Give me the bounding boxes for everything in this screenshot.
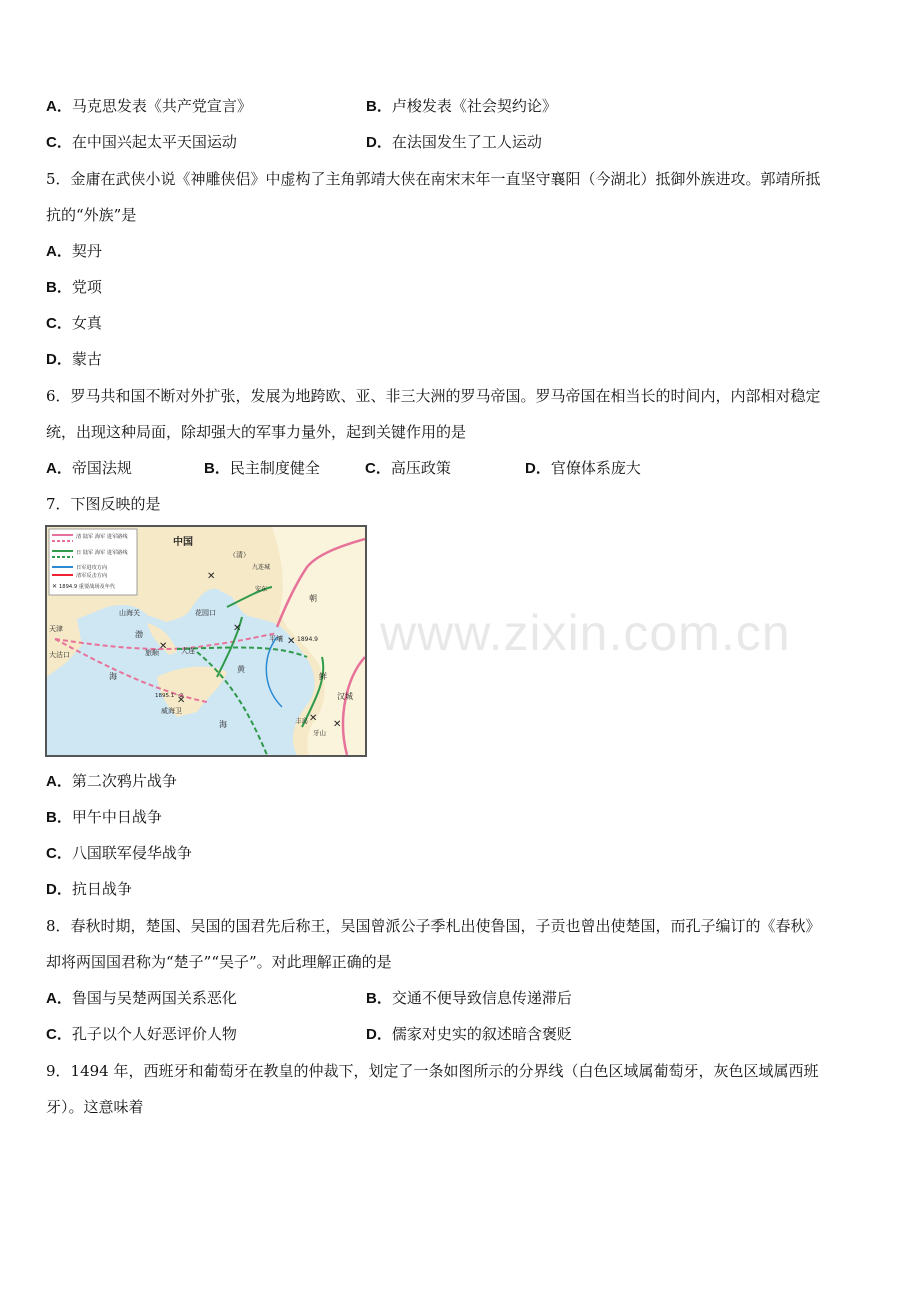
label-hancheng: 汉城 <box>337 692 353 701</box>
q7-option-c[interactable]: C．八国联军侵华战争 <box>46 844 192 862</box>
q5-option-b[interactable]: B．党项 <box>46 278 102 296</box>
q8-stem-line1: 8．春秋时期，楚国、吴国的国君先后称王，吴国曾派公子季札出使鲁国，子贡也曾出使楚国，而孔子编订的《春秋》 <box>46 917 821 935</box>
svg-text:✕: ✕ <box>52 583 58 590</box>
q6-stem-line1: 6．罗马共和国不断对外扩张，发展为地跨欧、亚、非三大洲的罗马帝国。罗马帝国在相当长的时间内，内部相对稳定 <box>46 387 821 405</box>
label-huanghai-1: 黄 <box>237 665 245 674</box>
map-svg <box>47 527 365 755</box>
label-pyongyang: 平壤 <box>269 635 283 643</box>
q9-stem-line2: 牙）。这意味着 <box>46 1098 144 1116</box>
q9-stem-line1: 9．1494 年，西班牙和葡萄牙在教皇的仲裁下，划定了一条如图所示的分界线（白色区域属葡萄牙，灰色区域属西班 <box>46 1062 819 1080</box>
q6-stem-line2: 统，出现这种局面，除却强大的军事力量外，起到关键作用的是 <box>46 423 467 441</box>
q8-option-a[interactable]: A．鲁国与吴楚两国关系恶化 <box>46 989 237 1007</box>
q6-option-d[interactable]: D．官僚体系庞大 <box>525 459 641 477</box>
q5-option-c[interactable]: C．女真 <box>46 314 102 332</box>
label-weihaiwei: 威海卫 <box>161 707 182 715</box>
legend-japan-attack: 日军进攻方向 <box>76 565 108 571</box>
label-yashan: 牙山 <box>313 729 326 737</box>
legend-qing-counter: 清军反击方向 <box>76 573 108 579</box>
legend-japan: 日 陆军 海军 进军路线 <box>76 550 128 556</box>
label-huanghai-2: 海 <box>219 720 227 729</box>
q4-option-d[interactable]: D．在法国发生了工人运动 <box>366 133 542 151</box>
watermark: www.zixin.com.cn <box>380 605 791 661</box>
label-dalian: 大连 <box>181 647 195 655</box>
label-fengdao: 丰岛 <box>295 717 308 725</box>
label-bohai-1: 渤 <box>135 630 143 639</box>
label-tianjin: 天津 <box>49 625 63 633</box>
svg-text:✕: ✕ <box>233 623 242 634</box>
label-shanhaiguan: 山海关 <box>119 609 140 617</box>
label-andong: 安东 <box>255 586 268 593</box>
q6-option-a[interactable]: A．帝国法规 <box>46 459 132 477</box>
q8-option-d[interactable]: D．儒家对史实的叙述暗含褒贬 <box>366 1025 572 1043</box>
q4-option-c[interactable]: C．在中国兴起太平天国运动 <box>46 133 237 151</box>
label-huayuankou: 花园口 <box>195 609 216 617</box>
label-dagukou: 大沽口 <box>49 651 70 659</box>
label-bohai-2: 海 <box>109 672 117 681</box>
q7-option-b[interactable]: B．甲午中日战争 <box>46 808 162 826</box>
sino-japanese-war-map <box>45 525 367 757</box>
q8-option-c[interactable]: C．孔子以个人好恶评价人物 <box>46 1025 237 1043</box>
label-jiulian: 九连城 <box>252 564 271 571</box>
q5-option-a[interactable]: A．契丹 <box>46 242 102 260</box>
label-date-1895: 1895.1～2 <box>155 693 184 699</box>
q5-stem-line1: 5．金庸在武侠小说《神雕侠侣》中虚构了主角郭靖大侠在南宋末年一直坚守襄阳（今湖北）抵御外族进攻。郭靖所抵 <box>46 170 821 188</box>
svg-text:✕: ✕ <box>159 641 168 652</box>
label-date-1894: 1894.9 <box>297 636 318 643</box>
legend-qing: 清 陆军 海军 进军路线 <box>76 534 128 540</box>
land-korea <box>272 527 365 755</box>
q7-option-d[interactable]: D．抗日战争 <box>46 880 132 898</box>
label-korea-2: 鲜 <box>319 672 327 681</box>
label-china: 中国 <box>173 537 193 548</box>
svg-text:✕: ✕ <box>177 695 186 706</box>
q4-option-b[interactable]: B．卢梭发表《社会契约论》 <box>366 97 557 115</box>
legend-battle: 1894.9 重要战场及年代 <box>59 584 116 590</box>
q8-stem-line2: 却将两国国君称为“楚子”“吴子”。对此理解正确的是 <box>46 953 392 971</box>
q4-option-a[interactable]: A．马克思发表《共产党宣言》 <box>46 97 252 115</box>
q7-option-a[interactable]: A．第二次鸦片战争 <box>46 772 177 790</box>
svg-text:✕: ✕ <box>309 713 318 724</box>
svg-text:✕: ✕ <box>287 636 296 647</box>
svg-text:✕: ✕ <box>333 719 342 730</box>
svg-text:✕: ✕ <box>207 571 216 582</box>
q7-stem: 7．下图反映的是 <box>46 495 161 513</box>
label-qing: （清） <box>229 551 250 559</box>
q8-option-b[interactable]: B．交通不便导致信息传递滞后 <box>366 989 572 1007</box>
q5-option-d[interactable]: D．蒙古 <box>46 350 102 368</box>
q6-option-c[interactable]: C．高压政策 <box>365 459 451 477</box>
q6-option-b[interactable]: B．民主制度健全 <box>204 459 320 477</box>
label-lushun: 旅顺 <box>145 649 159 657</box>
q5-stem-line2: 抗的“外族”是 <box>46 206 137 224</box>
label-korea-1: 朝 <box>309 594 317 603</box>
